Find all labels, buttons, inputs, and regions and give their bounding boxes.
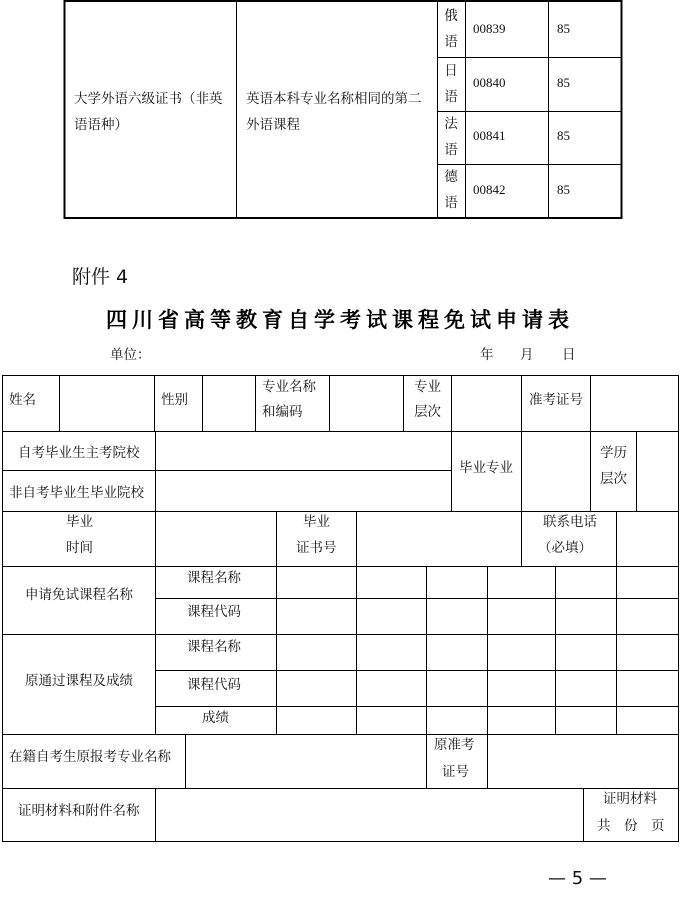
pass-score: 85: [557, 21, 570, 36]
form-title: 四川省高等教育自学考试课程免试申请表: [106, 307, 574, 332]
page-number: — 5 —: [548, 868, 607, 889]
language-char: 语: [444, 142, 458, 158]
month-label: 月: [520, 347, 534, 363]
day-label: 日: [562, 347, 576, 363]
language-char: 德: [444, 169, 458, 185]
language-char: 语: [444, 34, 458, 50]
certificate-cell: 大学外语六级证书（非英语语种）: [74, 91, 223, 133]
unit-label: 单位：: [110, 347, 151, 363]
course-name-label: 课程名称: [187, 570, 241, 586]
language-char: 语: [444, 195, 458, 211]
major-code-label: 和编码: [262, 404, 303, 420]
graduation-time-label: 毕业: [66, 514, 93, 530]
proof-count-label: 证明材料: [603, 791, 657, 807]
name-label: 姓名: [9, 392, 36, 408]
original-major-label: 在籍自考生原报考专业名称: [9, 749, 171, 765]
course-description-cell: 英语本科专业名称相同的第二外语课程: [246, 91, 422, 133]
gender-label: 性别: [161, 392, 188, 408]
level-label: 专业: [414, 379, 441, 395]
passed-course-label: 原通过课程及成绩: [25, 673, 133, 689]
level-label: 层次: [414, 404, 441, 420]
language-cell-german: [441, 164, 461, 216]
original-exam-number-label: 证号: [442, 764, 469, 780]
language-cell-french: [441, 111, 461, 163]
graduation-major-label: 毕业专业: [459, 460, 513, 476]
graduation-time-label: 时间: [66, 540, 93, 556]
course-code: 00841: [473, 128, 506, 143]
attachment-label: 附件 4: [72, 266, 129, 288]
exempt-course-label: 申请免试课程名称: [25, 587, 133, 603]
proof-materials-label: 证明材料和附件名称: [18, 803, 140, 819]
self-study-school-label: 自考毕业生主考院校: [18, 445, 140, 461]
course-code: 00840: [473, 75, 506, 90]
graduation-certificate-label: 毕业: [303, 514, 330, 530]
course-name-label: 课程名称: [187, 639, 241, 655]
language-cell-russian: [441, 3, 461, 55]
pass-score: 85: [557, 128, 570, 143]
language-char: 日: [444, 63, 458, 79]
course-code-label: 课程代码: [187, 604, 241, 620]
course-code-label: 课程代码: [187, 677, 241, 693]
proof-count-label: 共 份 页: [597, 818, 665, 834]
exam-number-label: 准考证号: [529, 392, 583, 408]
course-code: 00842: [473, 182, 506, 197]
language-cell-japanese: [441, 58, 461, 110]
language-char: 俄: [444, 8, 458, 24]
original-exam-number-label: 原准考: [434, 737, 475, 753]
graduation-certificate-label: 证书号: [296, 540, 337, 556]
major-code-label: 专业名称: [262, 379, 316, 395]
language-char: 法: [444, 116, 458, 132]
pass-score: 85: [557, 75, 570, 90]
pass-score: 85: [557, 182, 570, 197]
education-level-label: 学历: [600, 445, 627, 461]
non-self-study-school-label: 非自考毕业生毕业院校: [9, 485, 144, 501]
phone-label: 联系电话: [543, 514, 597, 530]
language-char: 语: [444, 89, 458, 105]
phone-label: （必填）: [538, 540, 592, 556]
course-code: 00839: [473, 21, 506, 36]
score-label: 成绩: [202, 710, 229, 726]
year-label: 年: [480, 347, 494, 363]
education-level-label: 层次: [600, 471, 627, 487]
